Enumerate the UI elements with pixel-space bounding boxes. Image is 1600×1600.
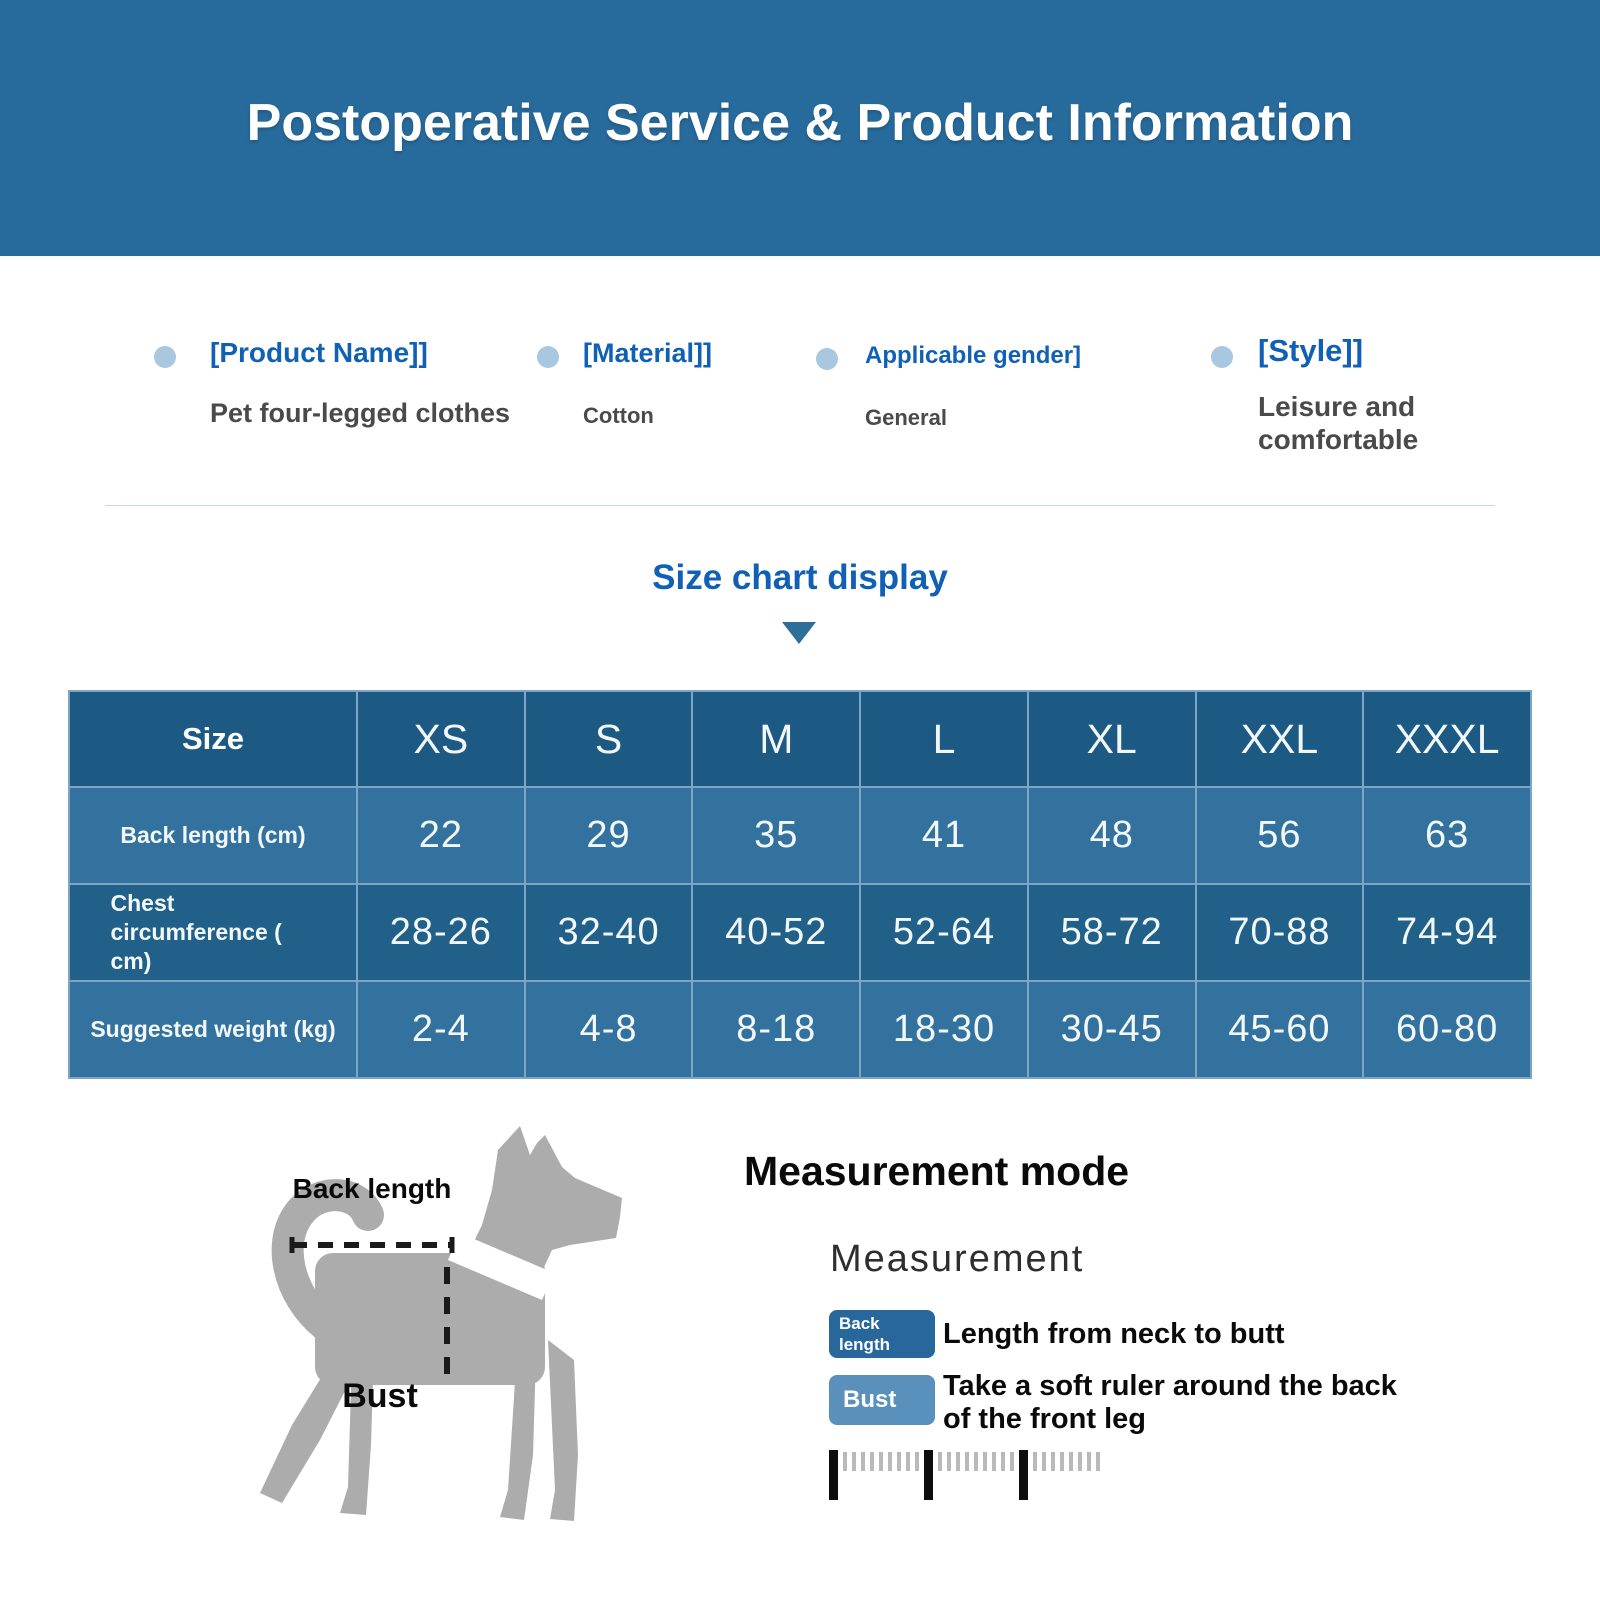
table-cell: 56 bbox=[1197, 788, 1363, 883]
ruler-tick bbox=[861, 1452, 865, 1471]
table-cell: 29 bbox=[526, 788, 692, 883]
table-cell: 60-80 bbox=[1364, 982, 1530, 1077]
table-cell: 70-88 bbox=[1197, 885, 1363, 980]
dog-measurement-figure bbox=[230, 1095, 700, 1535]
bullet-dot-icon bbox=[1211, 346, 1233, 368]
divider-line bbox=[105, 505, 1495, 506]
ruler-tick bbox=[1096, 1452, 1100, 1471]
ruler-tick bbox=[938, 1452, 942, 1471]
row-label-chest-text: Chest circumference ( cm) bbox=[110, 890, 282, 974]
ruler-tick bbox=[1051, 1452, 1055, 1471]
material-label: [Material]] bbox=[583, 338, 713, 368]
table-cell: 28-26 bbox=[358, 885, 524, 980]
material-value: Cotton bbox=[583, 403, 654, 428]
ruler-tick bbox=[992, 1452, 996, 1471]
col-header-m: M bbox=[693, 692, 859, 786]
ruler-bar bbox=[1019, 1450, 1028, 1500]
ruler bbox=[829, 1450, 1105, 1500]
row-label-back-length: Back length (cm) bbox=[70, 788, 356, 883]
bust-badge: Bust bbox=[829, 1375, 935, 1425]
col-header-xl: XL bbox=[1029, 692, 1195, 786]
bullet-dot-icon bbox=[816, 348, 838, 370]
ruler-tick bbox=[1087, 1452, 1091, 1471]
table-cell: 2-4 bbox=[358, 982, 524, 1077]
ruler-tick bbox=[1001, 1452, 1005, 1471]
back-length-figure-label: Back length bbox=[292, 1173, 452, 1204]
ruler-tick bbox=[897, 1452, 901, 1471]
ruler-tick bbox=[879, 1452, 883, 1471]
gender-value: General bbox=[865, 405, 947, 430]
ruler-tick bbox=[888, 1452, 892, 1471]
col-header-xxxl: XXXL bbox=[1364, 692, 1530, 786]
back-length-badge: Back length bbox=[829, 1310, 935, 1358]
measurement-subtitle: Measurement bbox=[830, 1238, 1085, 1280]
ruler-tick bbox=[1033, 1452, 1037, 1471]
row-label-chest bbox=[70, 885, 356, 980]
style-value: Leisure and comfortable bbox=[1258, 391, 1419, 456]
product-name-label: [Product Name]] bbox=[210, 337, 428, 368]
table-cell: 58-72 bbox=[1029, 885, 1195, 980]
table-cell: 41 bbox=[861, 788, 1027, 883]
table-cell: 48 bbox=[1029, 788, 1195, 883]
table-cell: 74-94 bbox=[1364, 885, 1530, 980]
bullet-dot-icon bbox=[154, 346, 176, 368]
ruler-tick bbox=[983, 1452, 987, 1471]
table-cell: 35 bbox=[693, 788, 859, 883]
col-header-s: S bbox=[526, 692, 692, 786]
table-cell: 63 bbox=[1364, 788, 1530, 883]
bust-figure-label: Bust bbox=[342, 1377, 418, 1415]
table-cell: 18-30 bbox=[861, 982, 1027, 1077]
ruler-tick bbox=[915, 1452, 919, 1471]
col-header-l: L bbox=[861, 692, 1027, 786]
style-label: [Style]] bbox=[1258, 333, 1364, 368]
table-cell: 8-18 bbox=[693, 982, 859, 1077]
ruler-tick bbox=[965, 1452, 969, 1471]
table-cell: 4-8 bbox=[526, 982, 692, 1077]
dog-silhouette-icon bbox=[230, 1095, 700, 1535]
bust-description: Take a soft ruler around the back of the front leg bbox=[943, 1370, 1397, 1436]
ruler-tick bbox=[852, 1452, 856, 1471]
ruler-tick bbox=[1078, 1452, 1082, 1471]
measurement-mode-title: Measurement mode bbox=[744, 1148, 1130, 1194]
size-table bbox=[68, 690, 1532, 1079]
size-chart-heading: Size chart display bbox=[652, 558, 948, 597]
table-cell: 45-60 bbox=[1197, 982, 1363, 1077]
ruler-tick bbox=[906, 1452, 910, 1471]
ruler-tick bbox=[1069, 1452, 1073, 1471]
ruler-tick bbox=[1042, 1452, 1046, 1471]
ruler-tick bbox=[1010, 1452, 1014, 1471]
product-name-value: Pet four-legged clothes bbox=[210, 398, 511, 428]
triangle-down-icon bbox=[782, 622, 816, 644]
ruler-bar bbox=[829, 1450, 838, 1500]
col-header-xxl: XXL bbox=[1197, 692, 1363, 786]
ruler-tick bbox=[974, 1452, 978, 1471]
table-cell: 22 bbox=[358, 788, 524, 883]
ruler-bar bbox=[924, 1450, 933, 1500]
row-label-weight: Suggested weight (kg) bbox=[70, 982, 356, 1077]
table-corner-cell: Size bbox=[70, 692, 356, 786]
table-cell: 52-64 bbox=[861, 885, 1027, 980]
ruler-tick bbox=[947, 1452, 951, 1471]
col-header-xs: XS bbox=[358, 692, 524, 786]
ruler-tick bbox=[870, 1452, 874, 1471]
bullet-dot-icon bbox=[537, 346, 559, 368]
table-cell: 30-45 bbox=[1029, 982, 1195, 1077]
ruler-tick bbox=[1060, 1452, 1064, 1471]
ruler-tick bbox=[956, 1452, 960, 1471]
ruler-tick bbox=[843, 1452, 847, 1471]
page-title: Postoperative Service & Product Information bbox=[246, 94, 1354, 152]
table-cell: 40-52 bbox=[693, 885, 859, 980]
gender-label: Applicable gender] bbox=[865, 342, 1082, 369]
table-cell: 32-40 bbox=[526, 885, 692, 980]
back-length-description: Length from neck to butt bbox=[943, 1318, 1285, 1350]
banner bbox=[0, 0, 1600, 256]
